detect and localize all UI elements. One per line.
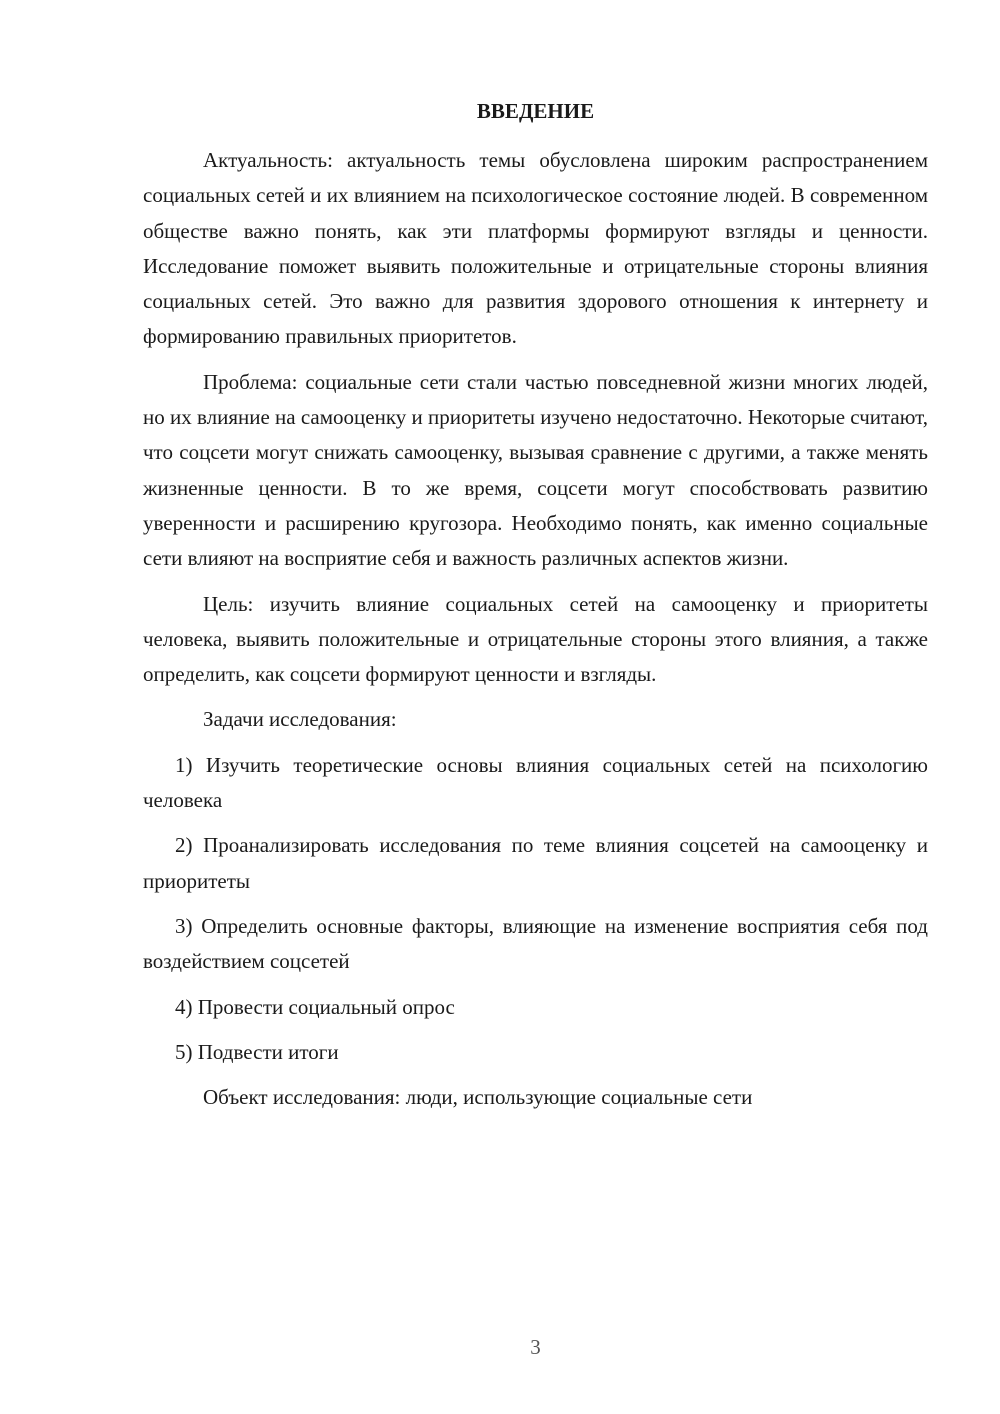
page-title: ВВЕДЕНИЕ (476, 99, 595, 123)
task-item-2: 2) Проанализировать исследования по теме влияния соцсетей на самооценку и приоритеты (143, 833, 928, 893)
tasks-heading: Задачи исследования: (203, 707, 397, 732)
paragraph-relevance: Актуальность: актуальность темы обусловлена широким распространением социальных сетей и их влиянием на психологическое состояние людей. В современном обществе важно понять, как эти платформы формируют взгляды и ценности. Исследование поможет выявить положительные и отрицательные стороны влияния социальных сетей. Это важно для развития здорового отношения к интернету и формированию правильных приоритетов. (143, 148, 928, 349)
task-item-1: 1) Изучить теоретические основы влияния социальных сетей на психологию человека (143, 752, 928, 813)
task-item-5: 5) Подвести итоги (175, 1039, 339, 1064)
page-number: 3 (530, 1335, 541, 1359)
paragraph-problem: Проблема: социальные сети стали частью повседневной жизни многих людей, но их влияние на самооценку и приоритеты изучено недостаточно. Некоторые считают, что соцсети могут снижать самооценку, вызывая сравнение с другими, а также менять жизненные ценности. В то же время, соцсети могут способствовать развитию уверенности и расширению кругозора. Необходимо понять, как именно социальные сети влияют на восприятие себя и важность различных аспектов жизни. (143, 369, 929, 571)
task-item-4: 4) Провести социальный опрос (175, 994, 455, 1019)
document-body (143, 143, 928, 1125)
paragraph-goal: Цель: изучить влияние социальных сетей на самооценку и приоритеты человека, выявить положительные и отрицательные стороны этого влияния, а также определить, как соцсети формируют ценности и взгляды. (143, 591, 928, 687)
research-object: Объект исследования: люди, использующие социальные сети (203, 1085, 753, 1110)
task-item-3: 3) Определить основные факторы, влияющие на изменение восприятия себя под воздействием соцсетей (143, 913, 928, 974)
document-page (143, 0, 928, 1414)
